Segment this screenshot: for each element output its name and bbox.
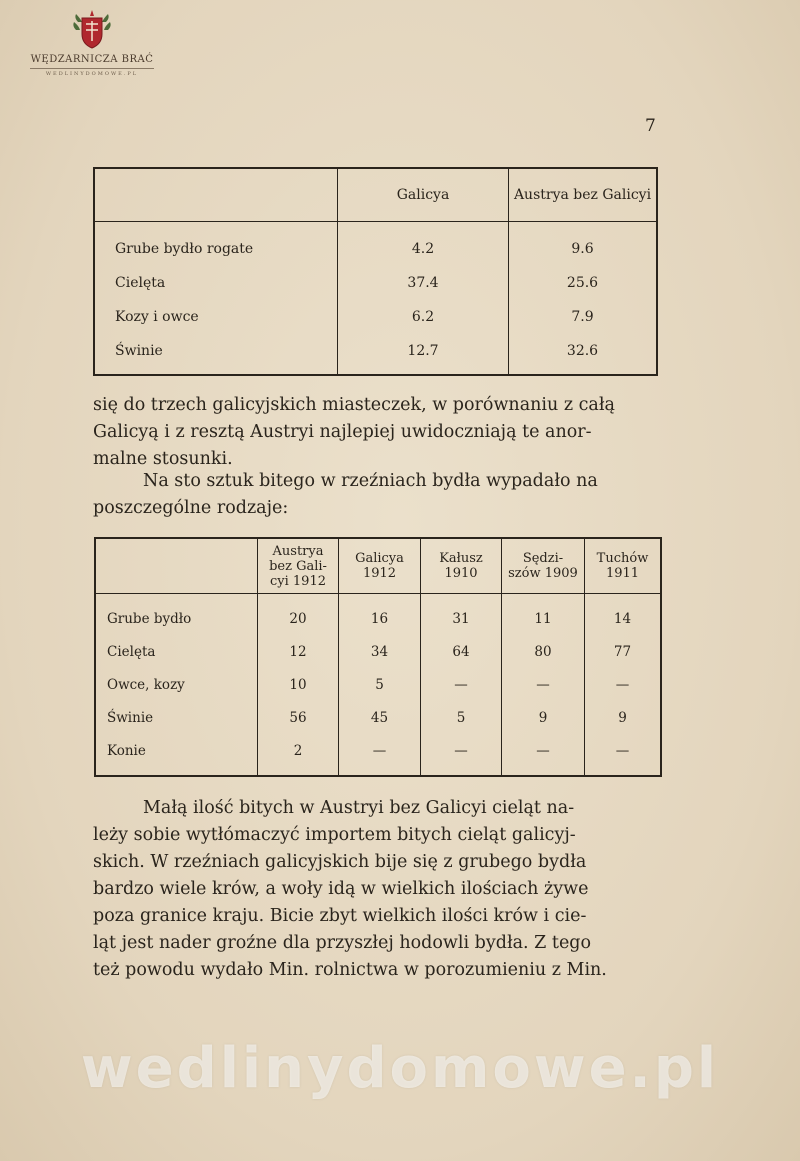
header-line: bez Gali-: [269, 558, 327, 574]
table-cell: 5: [339, 668, 421, 701]
logo: [22, 8, 162, 77]
text-line: ląt jest nader groźne dla przyszłej hodowli bydła. Z tego: [93, 933, 592, 953]
row-label: Cielęta: [107, 643, 156, 660]
slaughter-breakdown-table: [94, 537, 662, 777]
row-label: Grube bydło rogate: [115, 241, 254, 257]
header-cell: [585, 538, 662, 594]
text-line: leży sobie wytłómaczyć importem bitych cieląt galicyj-: [93, 825, 576, 845]
table-cell: —: [421, 734, 502, 776]
row-label: Świnie: [107, 709, 154, 726]
page-number: 7: [645, 116, 656, 136]
watermark: wedlinydomowe.pl: [80, 1036, 720, 1101]
text-line: się do trzech galicyjskich miasteczek, w porównaniu z całą: [93, 395, 615, 415]
table-cell: 4.2: [338, 222, 509, 267]
table-cell: 6.2: [338, 300, 509, 334]
table-cell: 16: [339, 594, 421, 636]
text-line: [93, 795, 660, 822]
shield-crest-icon: [72, 8, 112, 52]
header-line: 1910: [444, 566, 478, 581]
logo-subtitle: WEDLINYDOMOWE.PL: [45, 71, 139, 77]
table-cell: 11: [502, 594, 585, 636]
table-cell: 14: [585, 594, 662, 636]
table-cell: —: [421, 668, 502, 701]
row-label: Owce, kozy: [107, 676, 185, 693]
header-line: szów 1909: [508, 566, 578, 581]
header-cell: [95, 538, 258, 594]
header-cell: [339, 538, 421, 594]
header-cell: [502, 538, 585, 594]
text-line: bardzo wiele krów, a woły idą w wielkich ilościach żywe: [93, 879, 589, 899]
header-line: Austrya: [272, 543, 324, 559]
text-line-content: Na sto sztuk bitego w rzeźniach bydła wypadało na: [143, 471, 598, 491]
paragraph-3: [93, 795, 660, 984]
header-cell: [421, 538, 502, 594]
table-cell: 9.6: [509, 222, 658, 267]
table-row: [95, 701, 661, 734]
table-cell: 9: [585, 701, 662, 734]
header-cell: Galicya: [338, 168, 509, 222]
table-row: [94, 222, 657, 267]
table-cell: 32.6: [509, 334, 658, 375]
text-line: poszczególne rodzaje:: [93, 498, 289, 518]
header-line: cyi 1912: [270, 573, 326, 589]
table-cell: 7.9: [509, 300, 658, 334]
logo-divider: [30, 68, 154, 69]
table-cell: —: [585, 668, 662, 701]
row-label: Konie: [107, 742, 146, 759]
header-line: Kałusz: [439, 551, 483, 566]
table-cell: 10: [258, 668, 339, 701]
table-row: [94, 300, 657, 334]
table-cell: 34: [339, 635, 421, 668]
header-cell: [258, 538, 339, 594]
header-line: Tuchów: [596, 551, 649, 566]
text-line: poza granice kraju. Bicie zbyt wielkich ilości krów i cie-: [93, 906, 587, 926]
table-cell: —: [585, 734, 662, 776]
table-cell: 5: [421, 701, 502, 734]
row-label: Kozy i owce: [115, 309, 199, 325]
row-label: Cielęta: [115, 275, 166, 291]
header-line: Galicya: [355, 551, 404, 566]
text-line: też powodu wydało Min. rolnictwa w porozumieniu z Min.: [93, 960, 607, 980]
table-header-row: [94, 168, 657, 222]
table-cell: —: [502, 734, 585, 776]
table-row: [94, 266, 657, 300]
table-cell: 45: [339, 701, 421, 734]
row-label: Grube bydło: [107, 610, 192, 627]
header-line: 1912: [362, 566, 397, 581]
table-cell: 77: [585, 635, 662, 668]
table-cell: —: [339, 734, 421, 776]
table-cell: 56: [258, 701, 339, 734]
table-row: [95, 635, 661, 668]
table-row: [95, 734, 661, 776]
row-label: Świnie: [115, 343, 163, 359]
table-cell: 25.6: [509, 266, 658, 300]
text-line: Galicyą i z resztą Austryi najlepiej uwidoczniają te anor-: [93, 422, 592, 442]
text-line-content: Małą ilość bitych w Austryi bez Galicyi cieląt na-: [143, 798, 575, 818]
paragraph-2: [93, 468, 660, 522]
table-cell: 12: [258, 635, 339, 668]
logo-name: WĘDZARNICZA BRAĆ: [30, 54, 154, 65]
header-cell: [94, 168, 338, 222]
table-cell: 31: [421, 594, 502, 636]
table-cell: 2: [258, 734, 339, 776]
text-line: [93, 468, 660, 495]
text-line: skich. W rzeźniach galicyjskich bije się z grubego bydła: [93, 852, 587, 872]
table-cell: 37.4: [338, 266, 509, 300]
table-cell: 9: [502, 701, 585, 734]
table-cell: 20: [258, 594, 339, 636]
paragraph-1: [93, 392, 660, 473]
header-cell: Austrya bez Galicyi: [509, 168, 658, 222]
text-line: malne stosunki.: [93, 449, 233, 469]
header-line: Sędzi-: [522, 551, 564, 566]
table-header-row: [95, 538, 661, 594]
table-row: [94, 334, 657, 375]
table-row: [95, 668, 661, 701]
table-row: [95, 594, 661, 636]
header-line: 1911: [605, 566, 640, 581]
table-cell: 12.7: [338, 334, 509, 375]
table-cell: 80: [502, 635, 585, 668]
table-cell: 64: [421, 635, 502, 668]
livestock-comparison-table: [93, 167, 658, 376]
table-cell: —: [502, 668, 585, 701]
